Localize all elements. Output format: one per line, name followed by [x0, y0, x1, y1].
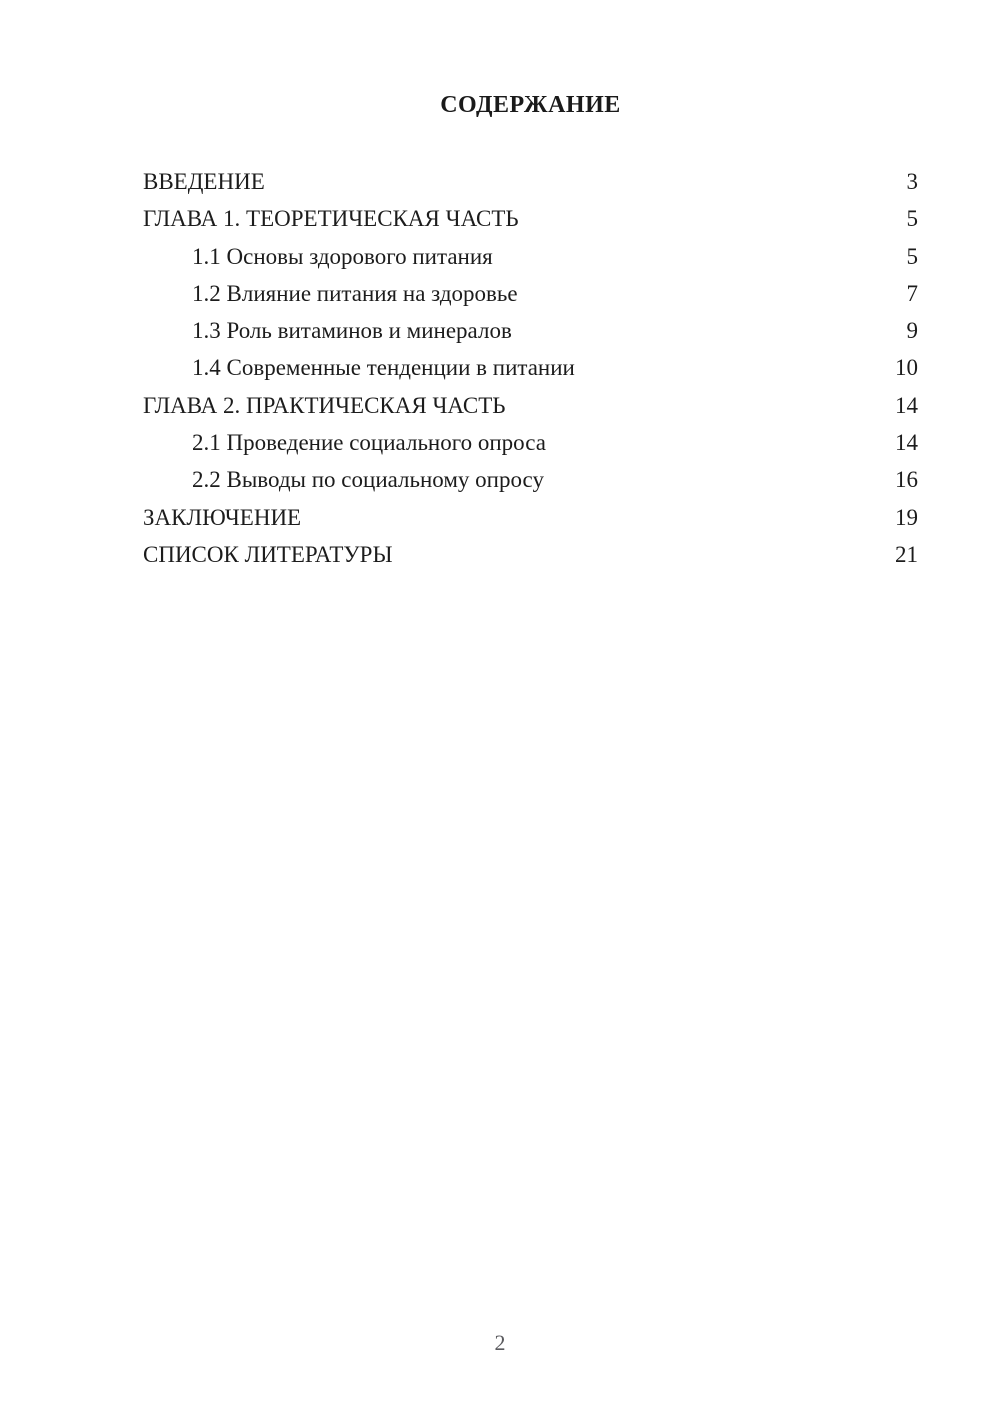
toc-entry-label: 1.1 Основы здорового питания [192, 243, 493, 269]
footer-page-number: 2 [494, 1330, 506, 1355]
toc-entry-label: ВВЕДЕНИЕ [143, 169, 265, 194]
toc-entry-label: ГЛАВА 2. ПРАКТИЧЕСКАЯ ЧАСТЬ [143, 392, 506, 418]
toc-entry [143, 536, 918, 573]
toc-entry-page-number: 3 [906, 169, 918, 194]
toc-entry-page-number: 5 [906, 206, 918, 232]
toc-entry-page-number: 9 [906, 318, 918, 344]
toc-entry-page-number: 16 [895, 467, 918, 493]
toc-entry-label: СПИСОК ЛИТЕРАТУРЫ [143, 541, 393, 567]
toc-entry-label: 1.3 Роль витаминов и минералов [192, 318, 512, 344]
toc-entry [143, 312, 918, 349]
toc-entry [143, 163, 918, 200]
toc-entry-page-number: 14 [895, 430, 918, 456]
toc-entry-page-number: 10 [895, 355, 918, 381]
toc-entry [143, 461, 918, 498]
page-title: СОДЕРЖАНИЕ [440, 92, 621, 118]
toc-entry [143, 200, 918, 237]
toc-entry [143, 387, 918, 424]
toc-entry-page-number: 19 [895, 504, 918, 530]
toc-entry-page-number: 21 [895, 541, 918, 567]
toc-entry-label: 2.2 Выводы по социальному опросу [192, 467, 544, 493]
toc-entry-label: 1.4 Современные тенденции в питании [192, 355, 575, 381]
page-content [0, 0, 1000, 573]
toc-entry-label: ГЛАВА 1. ТЕОРЕТИЧЕСКАЯ ЧАСТЬ [143, 206, 519, 232]
toc-entry [143, 499, 918, 536]
toc-entry-page-number: 7 [906, 280, 918, 306]
toc-entry-label: ЗАКЛЮЧЕНИЕ [143, 504, 302, 530]
toc-entry [143, 424, 918, 461]
toc-entry [143, 349, 918, 386]
toc-entry-page-number: 5 [906, 243, 918, 269]
toc-entry [143, 238, 918, 275]
toc-entry-page-number: 14 [895, 392, 918, 418]
toc-entry-label: 2.1 Проведение социального опроса [192, 430, 546, 456]
toc-entry-label: 1.2 Влияние питания на здоровье [192, 280, 518, 306]
toc-entry [143, 275, 918, 312]
table-of-contents [143, 163, 918, 573]
